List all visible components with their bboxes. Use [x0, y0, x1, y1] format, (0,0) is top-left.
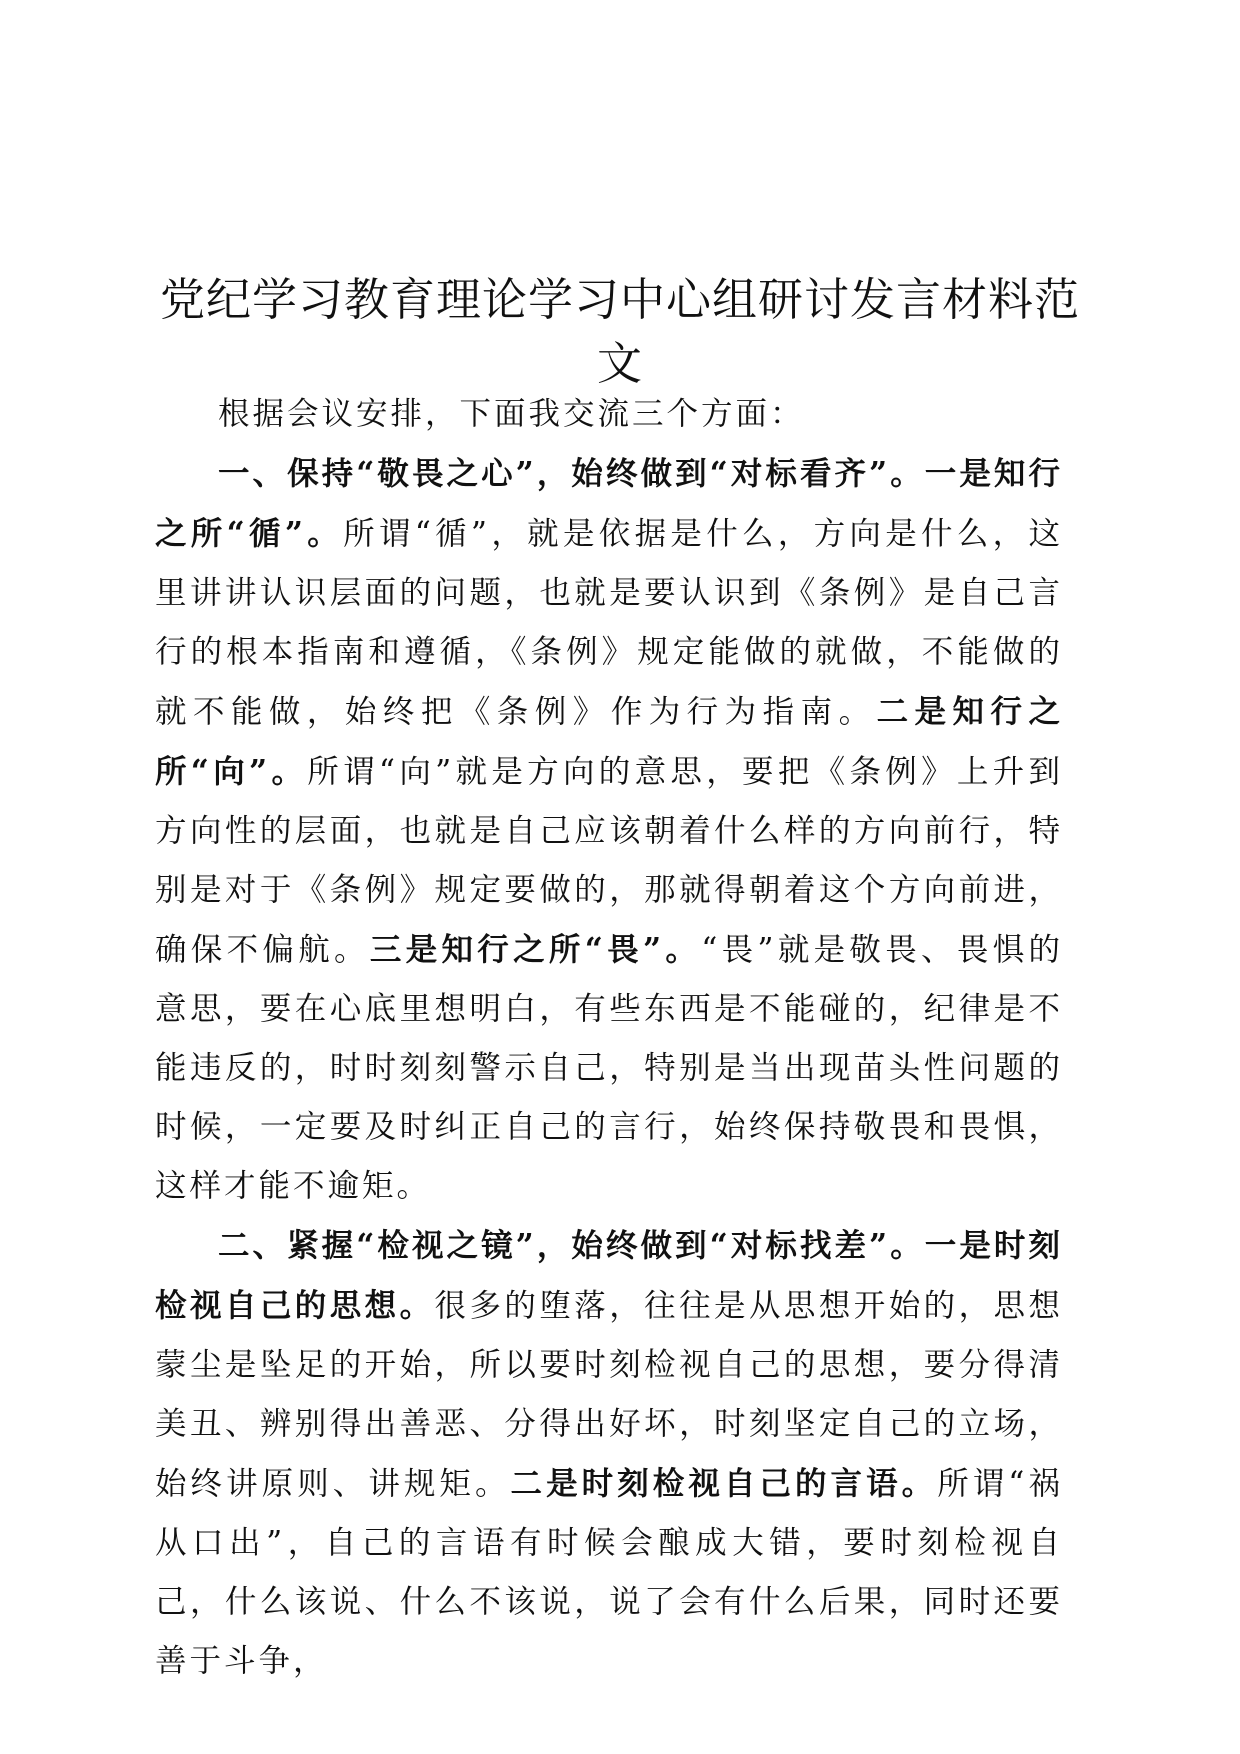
text-segment: 根据会议安排，下面我交流三个方面： — [218, 396, 805, 432]
point-heading: 二是时刻检视自己的言语。 — [510, 1465, 938, 1502]
paragraph-section-2 — [155, 1216, 1063, 1691]
text-segment: “畏”就是敬畏、畏惧的意思，要在心底里想明白，有些东西是不能碰的，纪律是不能违反的，时时刻刻警示自己，特别是当出现苗头性问题的时候，一定要及时纠正自己的言行，始终保持敬畏和畏惧，这样才能不逾矩。 — [155, 932, 1063, 1204]
text-segment: 很多的堕落，往往是从思想开始的，思想蒙尘是坠足的开始，所以要时刻检视自己的思想，要分得清美丑、辨别得出善恶、分得出好坏，时刻坚定自己的立场，始终讲原则、讲规矩。 — [155, 1288, 1063, 1502]
paragraph-intro — [155, 385, 1063, 444]
text-segment: 所谓“祸从口出”，自己的言语有时候会酿成大错，要时刻检视自己，什么该说、什么不该说，说了会有什么后果，同时还要善于斗争， — [155, 1466, 1063, 1679]
text-segment: 所谓“循”，就是依据是什么，方向是什么，这里讲讲认识层面的问题，也就是要认识到《条例》是自己言行的根本指南和遵循，《条例》规定能做的就做，不能做的就不能做，始终把《条例》作为行为指南。 — [155, 516, 1063, 730]
point-heading: 一是知行之所“循”。 — [155, 455, 1063, 552]
document-title: 党纪学习教育理论学习中心组研讨发言材料范文 — [159, 273, 1080, 390]
point-heading: 一是时刻检视自己的思想。 — [155, 1227, 1063, 1324]
point-heading: 二是知行之所“向”。 — [155, 693, 1063, 790]
point-heading: 三是知行之所“畏”。 — [369, 931, 702, 968]
section-heading: 一、保持“敬畏之心”，始终做到“对标看齐”。 — [218, 455, 925, 492]
document-body — [155, 385, 1063, 1691]
paragraph-section-1 — [155, 444, 1063, 1216]
section-heading: 二、紧握“检视之镜”，始终做到“对标找差”。 — [218, 1227, 925, 1264]
text-segment: 所谓“向”就是方向的意思，要把《条例》上升到方向性的层面，也就是自己应该朝着什么样的方向前行，特别是对于《条例》规定要做的，那就得朝着这个方向前进，确保不偏航。 — [155, 754, 1063, 968]
